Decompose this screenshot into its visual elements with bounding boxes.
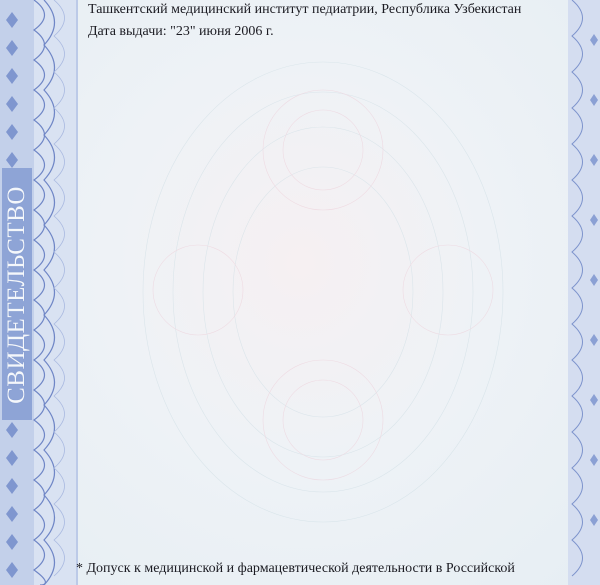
security-pattern-background	[78, 0, 568, 585]
issuing-institute-text: Ташкентский медицинский институт педиатрии, Республика Узбекистан	[88, 2, 522, 17]
vertical-document-title	[2, 170, 32, 420]
document-type-label: СВИДЕТЕЛЬСТВО	[3, 186, 30, 404]
right-guilloche-border	[568, 0, 600, 585]
footnote-text: * Допуск к медицинской и фармацевтической деятельности в Российской	[76, 561, 515, 576]
issue-date-text: Дата выдачи: "23" июня 2006 г.	[88, 24, 274, 39]
